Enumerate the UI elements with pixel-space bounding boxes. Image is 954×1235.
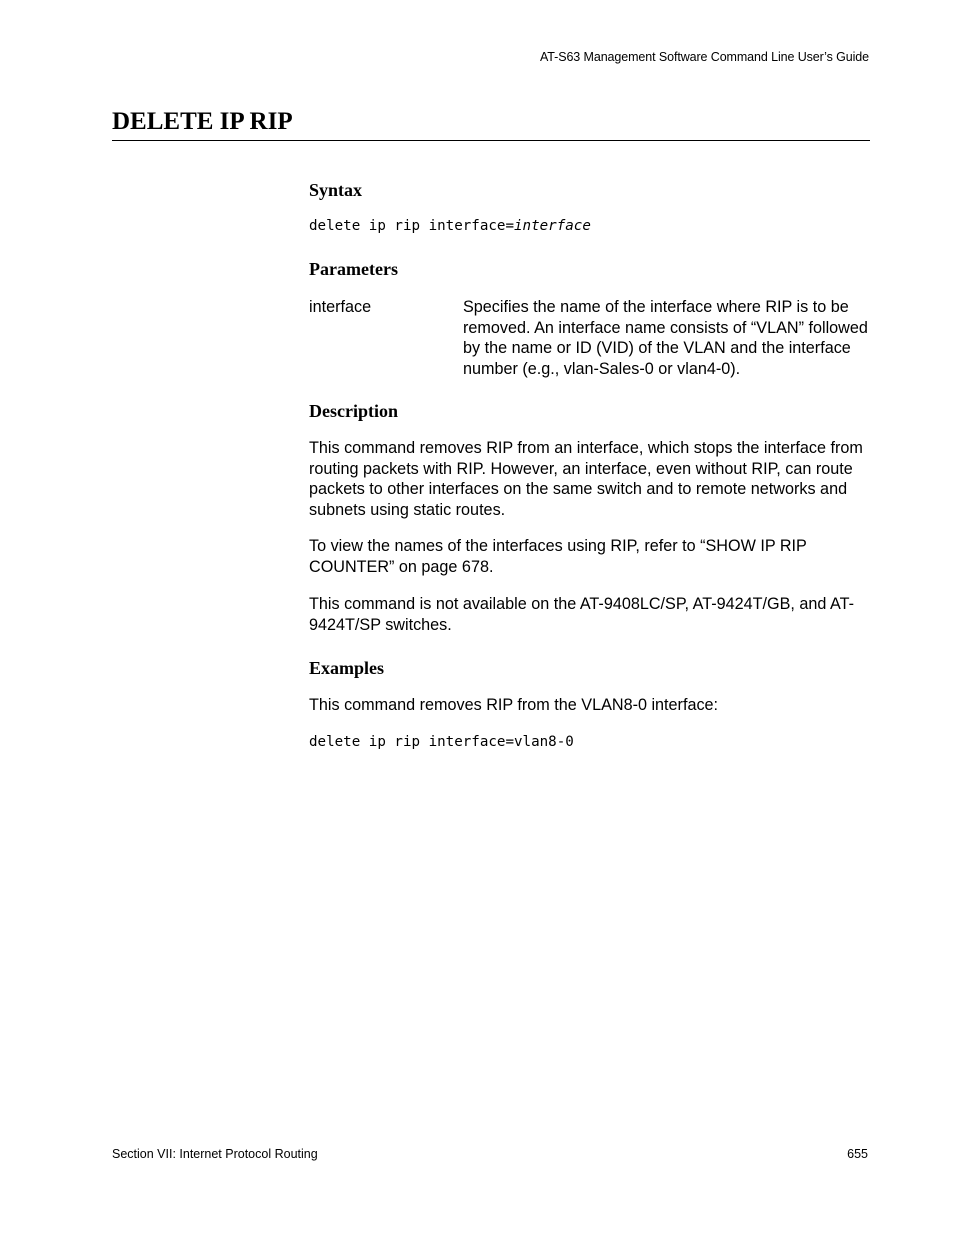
syntax-argument: interface bbox=[514, 218, 591, 234]
description-heading: Description bbox=[309, 401, 398, 421]
footer-section: Section VII: Internet Protocol Routing bbox=[112, 1147, 318, 1161]
parameter-description: Specifies the name of the interface where RIP is to be removed. An interface name consists of “VLAN” followed by the name or ID (VID) of the VLAN and the interface number (e.g., vlan-Sales-0 or vlan4-0). bbox=[463, 298, 868, 378]
parameter-name: interface bbox=[309, 298, 372, 316]
running-header: AT-S63 Management Software Command Line User’s Guide bbox=[540, 50, 869, 64]
parameters-heading: Parameters bbox=[309, 259, 398, 279]
footer-page-number: 655 bbox=[847, 1147, 868, 1161]
examples-heading: Examples bbox=[309, 658, 385, 678]
syntax-command-text: delete ip rip interface= bbox=[309, 218, 514, 234]
description-paragraph: This command is not available on the AT-9408LC/SP, AT-9424T/GB, and AT-9424T/SP switches. bbox=[309, 595, 854, 634]
example-command: delete ip rip interface=vlan8-0 bbox=[309, 734, 574, 750]
page-title: DELETE IP RIP bbox=[112, 108, 293, 135]
description-paragraph: This command removes RIP from an interface, which stops the interface from routing packets with RIP. However, an interface, even without RIP, can route packets to other interfaces on the same switch and to remote networks and subnets using static routes. bbox=[309, 439, 863, 519]
examples-intro: This command removes RIP from the VLAN8-0 interface: bbox=[309, 696, 719, 714]
syntax-heading: Syntax bbox=[309, 180, 363, 200]
title-divider bbox=[112, 140, 870, 141]
syntax-command bbox=[309, 216, 591, 236]
description-paragraph: To view the names of the interfaces using RIP, refer to “SHOW IP RIP COUNTER” on page 678. bbox=[309, 537, 807, 576]
